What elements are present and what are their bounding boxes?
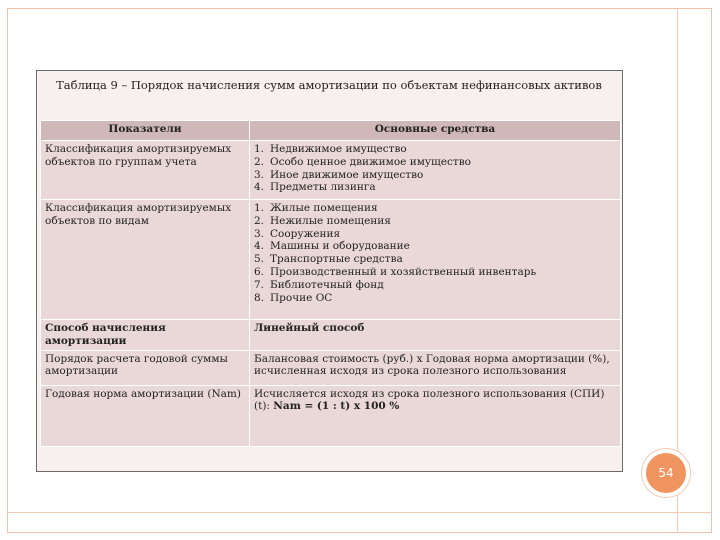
list-item: 1. Недвижимое имущество bbox=[254, 143, 407, 155]
list-item: 4. Машины и оборудование bbox=[254, 240, 410, 253]
table-row bbox=[41, 200, 621, 320]
header-indicators: Показатели bbox=[41, 121, 250, 141]
table-row bbox=[41, 350, 621, 385]
list-item: 5. Транспортные средства bbox=[254, 253, 403, 266]
table-row bbox=[41, 141, 621, 200]
type-list bbox=[254, 202, 616, 304]
header-fixed-assets: Основные средства bbox=[250, 121, 621, 141]
list-item: 8. Прочие ОС bbox=[254, 291, 333, 304]
list-item: 3. Иное движимое имущество bbox=[254, 168, 424, 181]
amortization-table bbox=[40, 120, 621, 447]
rate-formula: Nam = (1 : t) х 100 % bbox=[273, 400, 400, 413]
frame-bottom-line bbox=[7, 512, 712, 513]
list-item: 7. Библиотечный фонд bbox=[254, 278, 384, 291]
list-item: 3. Сооружения bbox=[254, 227, 341, 240]
row-value: Балансовая стоимость (руб.) х Годовая норма амортизации (%), исчисленная исходя из срока полезного использования bbox=[250, 350, 621, 385]
list-item: 6. Производственный и хозяйственный инвентарь bbox=[254, 265, 537, 278]
row-label: Порядок расчета годовой суммы амортизации bbox=[41, 350, 250, 385]
table-header-row bbox=[41, 121, 621, 141]
row-label: Годовая норма амортизации (Nam) bbox=[41, 385, 250, 446]
table-row bbox=[41, 385, 621, 446]
row-label: Классификация амортизируемых объектов по группам учета bbox=[41, 141, 250, 200]
table-row bbox=[41, 320, 621, 351]
list-item: 1. Жилые помещения bbox=[254, 202, 378, 214]
row-value: Линейный способ bbox=[250, 320, 621, 351]
list-item: 4. Предметы лизинга bbox=[254, 181, 376, 194]
rate-text: Исчисляется исходя из срока полезного использования (СПИ) (t): bbox=[254, 387, 605, 413]
table-caption: Таблица 9 – Порядок начисления сумм амортизации по объектам нефинансовых активов bbox=[56, 78, 602, 92]
row-label: Классификация амортизируемых объектов по видам bbox=[41, 200, 250, 320]
row-label: Способ начисления амортизации bbox=[41, 320, 250, 351]
page-number-badge bbox=[641, 448, 691, 498]
row-value bbox=[250, 200, 621, 320]
row-value bbox=[250, 385, 621, 446]
group-list bbox=[254, 143, 616, 194]
list-item: 2. Особо ценное движимое имущество bbox=[254, 155, 471, 168]
page-number: 54 bbox=[646, 453, 686, 493]
list-item: 2. Нежилые помещения bbox=[254, 214, 391, 227]
row-value bbox=[250, 141, 621, 200]
